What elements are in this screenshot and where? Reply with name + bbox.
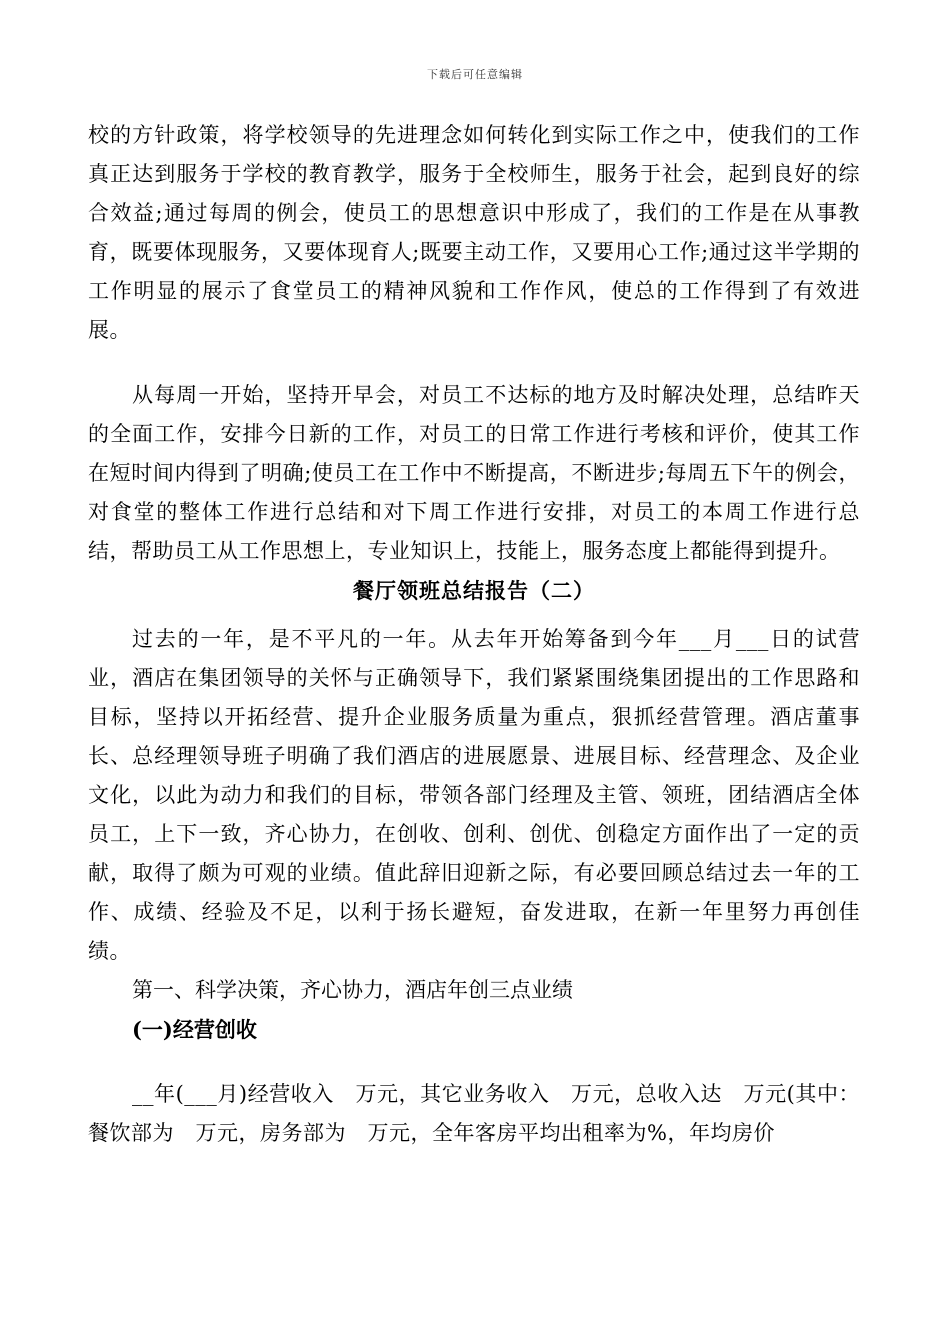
- document-body: [88, 116, 860, 1153]
- paragraph-1: 校的方针政策，将学校领导的先进理念如何转化到实际工作之中，使我们的工作真正达到服务于学校的教育教学，服务于全校师生，服务于社会，起到良好的综合效益;通过每周的例会，使员工的思想意识中形成了，我们的工作是在从事教育，既要体现服务，又要体现育人;既要主动工作，又要用心工作;通过这半学期的工作明显的展示了食堂员工的精神风貌和工作作风，使总的工作得到了有效进展。: [88, 123, 860, 342]
- section-title-1: 第一、科学决策，齐心协力，酒店年创三点业绩: [132, 978, 573, 1002]
- paragraph-3: 过去的一年，是不平凡的一年。从去年开始筹备到今年___月___日的试营业，酒店在集团领导的关怀与正确领导下，我们紧紧围绕集团提出的工作思路和目标，坚持以开拓经营、提升企业服务质量为重点，狠抓经营管理。酒店董事长、总经理领导班子明确了我们酒店的进展愿景、进展目标、经营理念、及企业文化，以此为动力和我们的目标，带领各部门经理及主管、领班，团结酒店全体员工，上下一致，齐心协力，在创收、创利、创优、创稳定方面作出了一定的贡献，取得了颇为可观的业绩。值此辞旧迎新之际，有必要回顾总结过去一年的工作、成绩、经验及不足，以利于扬长避短，奋发进取，在新一年里努力再创佳绩。: [88, 627, 860, 963]
- section-heading: 餐厅领班总结报告（二）: [353, 578, 595, 603]
- paragraph-4: __年(___月)经营收入 万元，其它业务收入 万元，总收入达 万元(其中：餐饮部为 万元，房务部为 万元，全年客房平均出租率为%，年均房价: [88, 1082, 860, 1145]
- subsection-title-1: (一)经营创收: [132, 1017, 257, 1042]
- page-header-note: 下载后可任意编辑: [427, 68, 523, 81]
- paragraph-2: 从每周一开始，坚持开早会，对员工不达标的地方及时解决处理，总结昨天的全面工作，安排今日新的工作，对员工的日常工作进行考核和评价，使其工作在短时间内得到了明确;使员工在工作中不断提高，不断进步;每周五下午的例会，对食堂的整体工作进行总结和对下周工作进行安排，对员工的本周工作进行总结，帮助员工从工作思想上，专业知识上，技能上，服务态度上都能得到提升。: [88, 383, 860, 563]
